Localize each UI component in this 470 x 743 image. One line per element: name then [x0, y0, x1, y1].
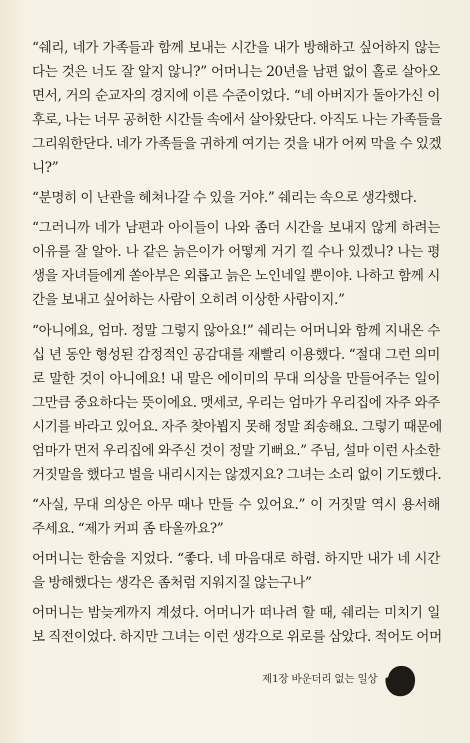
text-line: 거짓말을 했다고 벌을 내리시지는 않겠지요? 그녀는 소리 없이 기도했다.	[32, 466, 442, 483]
spiral-icon	[373, 650, 427, 708]
chapter-title: 바운더리 없는 일상	[291, 673, 378, 685]
chapter-label: 제1장	[262, 673, 289, 685]
paragraph	[32, 601, 440, 649]
text-line: 그리워한단다. 네가 가족들을 귀하게 여기는 것을 내가 어찌 막을 수 있겠	[32, 136, 442, 152]
text-line: 을 방해했다는 생각은 좀처럼 지워지질 않는구나”	[32, 574, 312, 591]
text-line: 어머니는 한숨을 지었다. “좋다. 네 마음대로 하렴. 하지만 내가 네 시간	[32, 550, 440, 567]
text-line: “사실, 무대 의상은 아무 때나 만들 수 있어요.” 이 거짓말 역시 용서해	[32, 496, 440, 513]
text-line: 이유를 잘 알아. 나 같은 늙은이가 어떻게 거기 낄 수나 있겠니? 나는 평	[32, 244, 440, 261]
paragraph	[32, 547, 440, 595]
text-line: 엄마가 먼저 우리집에 와주신 것이 정말 기뻐요.” 주님, 설마 이런 사소한	[32, 442, 440, 459]
text-line: 로 말한 것이 아니에요! 내 말은 에이미의 무대 의상을 만들어주는 일이	[32, 370, 440, 387]
paragraph	[32, 186, 440, 210]
text-line: 주세요. “제가 커피 좀 타올까요?”	[32, 520, 224, 537]
text-line: “아니에요, 엄마. 정말 그렇지 않아요!” 쉐리는 어머니와 함께 지내온 수	[32, 322, 440, 339]
text-line: 어머니는 밤늦게까지 계셨다. 어머니가 떠나려 할 때, 쉐리는 미치기 일	[32, 605, 440, 622]
text-line: 간을 보내고 싶어하는 사람이 오히려 이상한 사람이지.”	[32, 292, 345, 309]
body-text	[32, 36, 440, 655]
text-line: 보 직전이었다. 하지만 그녀는 이런 생각으로 위로를 삼았다. 적어도 어머	[32, 629, 442, 646]
paragraph	[32, 319, 440, 487]
paragraph	[32, 216, 440, 312]
folio-separator: ·	[385, 673, 389, 685]
page-footer	[0, 648, 470, 718]
paragraph	[32, 493, 440, 541]
page-number: 15	[396, 673, 410, 685]
paragraph	[32, 36, 440, 180]
text-line: 십 년 동안 형성된 감정적인 공감대를 재빨리 이용했다. “절대 그런 의미	[32, 346, 440, 363]
text-line: 시기를 바라고 있어요. 자주 찾아뵙지 못해 정말 죄송해요. 그렇기 때문에	[32, 418, 442, 435]
text-line: 니?”	[32, 160, 59, 176]
text-line: 다는 것은 너도 잘 알지 않니?” 어머니는 20년을 남편 없이 홀로 살아오	[32, 64, 440, 80]
text-line: “분명히 이 난관을 헤쳐나갈 수 있을 거야.” 쉐리는 속으로 생각했다.	[32, 190, 417, 207]
text-line: 면서, 거의 순교자의 경지에 이른 수준이었다. “네 아버지가 돌아가신 이	[32, 88, 440, 104]
text-line: “그러니까 네가 남편과 아이들이 나와 좀더 시간을 보내지 않게 하려는	[32, 220, 440, 237]
text-line: 그만큼 중요하다는 뜻이에요. 맷세코, 우리는 엄마가 우리집에 자주 와주	[32, 394, 440, 411]
text-line: 생을 자녀들에게 쏟아부은 외롭고 늙은 노인네일 뿐이야. 나하고 함께 시	[32, 268, 440, 285]
text-line: 후로, 나는 너무 공허한 시간들 속에서 살아왔단다. 아직도 나는 가족들을	[32, 112, 442, 128]
text-line: “쉐리, 네가 가족들과 함께 보내는 시간을 내가 방해하고 싶어하지 않는	[32, 40, 440, 56]
